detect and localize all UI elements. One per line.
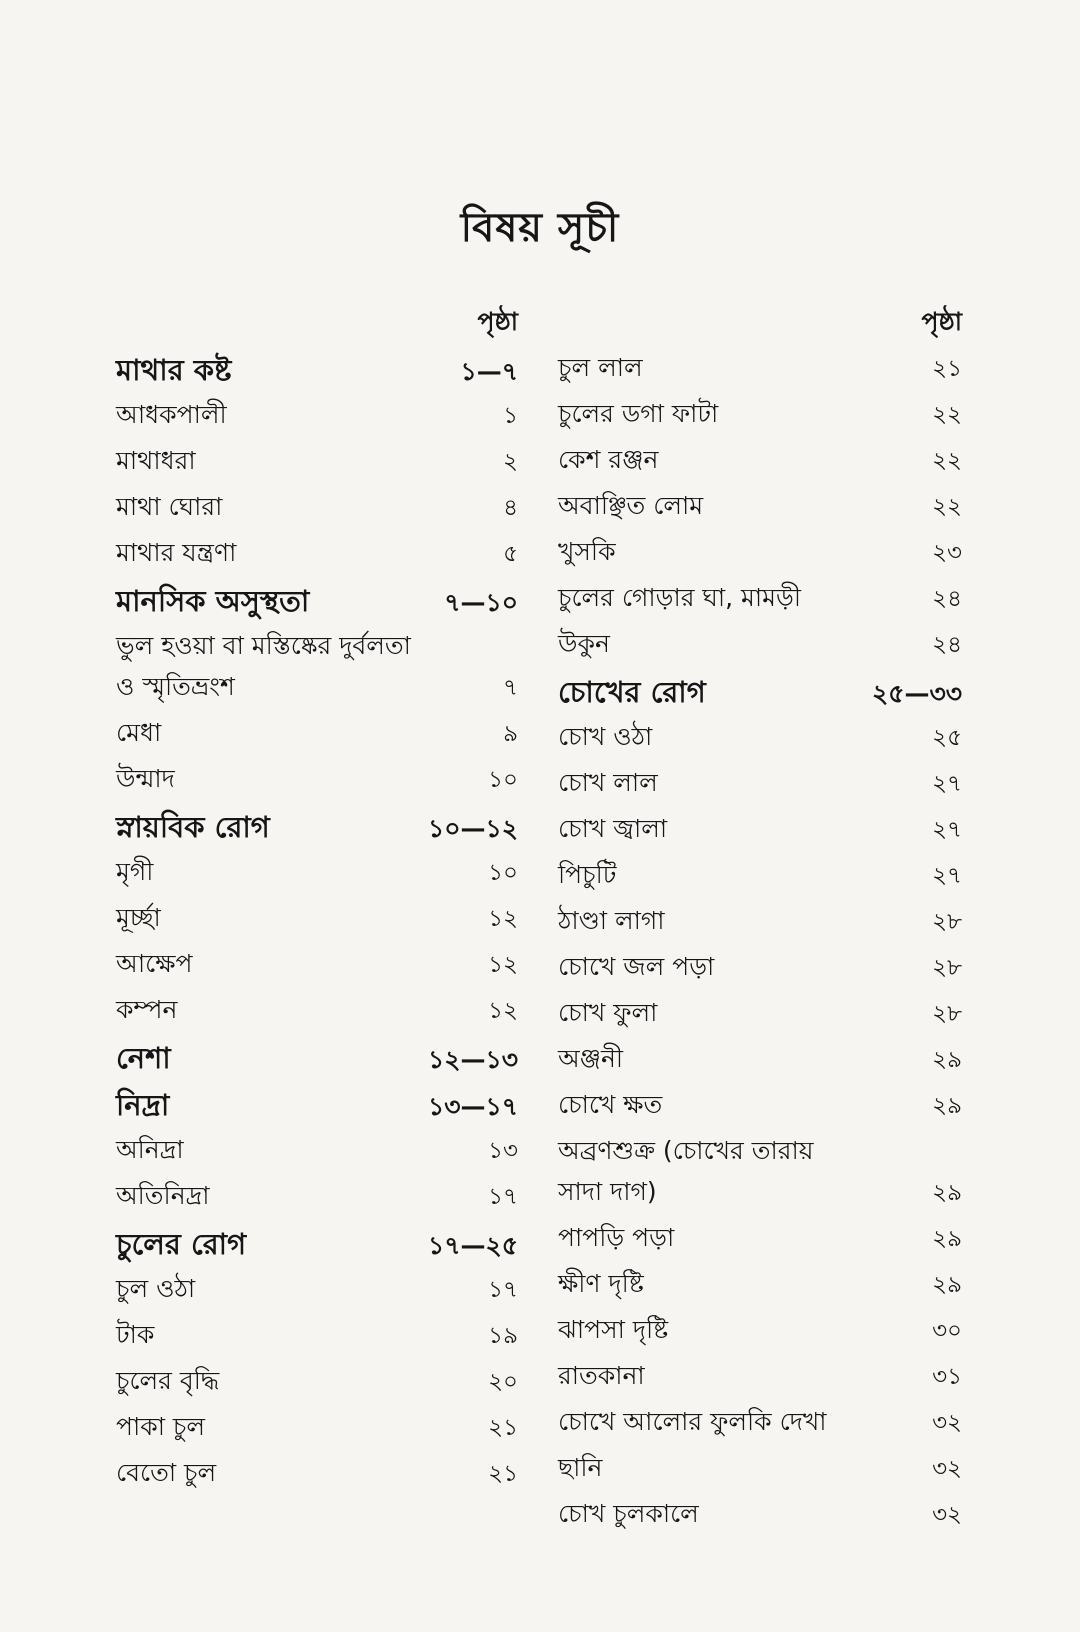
index-entry bbox=[116, 626, 518, 667]
index-entry bbox=[558, 440, 962, 486]
section-title: নেশা bbox=[116, 1041, 171, 1075]
index-entry bbox=[116, 944, 518, 990]
index-entry bbox=[558, 1402, 962, 1448]
index-entry bbox=[558, 394, 962, 440]
entry-label: অতিনিদ্রা bbox=[116, 1181, 210, 1210]
entry-page-number: ১৯ bbox=[488, 1323, 518, 1349]
index-entry bbox=[558, 1356, 962, 1402]
index-entry bbox=[116, 487, 518, 533]
entry-label: ভুল হওয়া বা মস্তিষ্কের দুর্বলতা bbox=[116, 631, 411, 660]
entry-page-number: ২২ bbox=[932, 448, 962, 474]
index-entry bbox=[116, 1407, 518, 1453]
index-entry bbox=[558, 1218, 962, 1264]
page-title: বিষয় সূচী bbox=[460, 205, 620, 251]
entry-label: বেতো চুল bbox=[116, 1458, 217, 1487]
index-entry bbox=[558, 348, 962, 394]
index-entry bbox=[116, 990, 518, 1036]
index-entry bbox=[558, 486, 962, 532]
entry-page-number: ১০ bbox=[488, 767, 518, 793]
entry-label: চোখ চুলকালে bbox=[558, 1499, 699, 1528]
entry-label: কেশ রঞ্জন bbox=[558, 445, 659, 474]
entry-label: টাক bbox=[116, 1320, 155, 1349]
index-entry bbox=[558, 1310, 962, 1356]
entry-page-number: ২৮ bbox=[932, 909, 962, 935]
entry-page-number: ১ bbox=[503, 403, 518, 429]
section-page-range: ১০—১২ bbox=[428, 814, 518, 843]
entry-page-number: ৩০ bbox=[932, 1318, 962, 1344]
entry-label: অবাঞ্ছিত লোম bbox=[558, 491, 704, 520]
entry-page-number: ১৭ bbox=[488, 1184, 518, 1210]
index-entry bbox=[116, 759, 518, 805]
entry-page-number: ২৯ bbox=[932, 1093, 962, 1119]
index-entry bbox=[558, 763, 962, 809]
section-page-range: ১২—১৩ bbox=[428, 1045, 518, 1074]
index-section bbox=[116, 579, 518, 626]
index-entry bbox=[558, 1039, 962, 1085]
index-entry bbox=[116, 1176, 518, 1222]
entry-label: চোখে ক্ষত bbox=[558, 1090, 663, 1119]
entry-page-number: ২১ bbox=[488, 1415, 518, 1441]
entry-page-number: ২১ bbox=[932, 356, 962, 382]
index-entry bbox=[116, 1130, 518, 1176]
entry-page-number: ১৭ bbox=[488, 1277, 518, 1303]
entry-page-number: ১০ bbox=[488, 860, 518, 886]
index-entry bbox=[558, 1448, 962, 1494]
entry-label: মাথাধরা bbox=[116, 446, 196, 475]
entry-page-number: ২২ bbox=[932, 494, 962, 520]
index-entry bbox=[558, 993, 962, 1039]
entry-label: ঝাপসা দৃষ্টি bbox=[558, 1315, 669, 1344]
entry-page-number: ১৩ bbox=[488, 1138, 518, 1164]
index-entry bbox=[558, 1494, 962, 1540]
index-entry bbox=[116, 533, 518, 579]
entry-label: চোখ ওঠা bbox=[558, 722, 653, 751]
section-page-range: ১৭—২৫ bbox=[428, 1231, 518, 1260]
entry-label: অনিদ্রা bbox=[116, 1135, 184, 1164]
section-title: মানসিক অসুস্থতা bbox=[116, 584, 310, 618]
entry-label: অব্রণশুক্র (চোখের তারায় bbox=[558, 1136, 814, 1165]
index-entry bbox=[116, 713, 518, 759]
entry-label: চুলের গোড়ার ঘা, মামড়ী bbox=[558, 583, 802, 612]
entry-label: চুল লাল bbox=[558, 353, 643, 382]
section-title: মাথার কষ্ট bbox=[116, 353, 232, 387]
index-entry bbox=[116, 1453, 518, 1499]
index-section bbox=[116, 805, 518, 852]
entry-label: চুলের বৃদ্ধি bbox=[116, 1366, 220, 1395]
entry-label: মৃগী bbox=[116, 857, 154, 886]
entry-page-number: ২৭ bbox=[932, 817, 962, 843]
entry-page-number: ৩২ bbox=[932, 1456, 962, 1482]
entry-label: ঠাণ্ডা লাগা bbox=[558, 906, 665, 935]
index-entry bbox=[116, 1269, 518, 1315]
entry-label: উন্মাদ bbox=[116, 764, 175, 793]
index-entry bbox=[116, 667, 518, 713]
entry-page-number: ২০ bbox=[488, 1369, 518, 1395]
entry-page-number: ১২ bbox=[488, 952, 518, 978]
entry-label: রাতকানা bbox=[558, 1361, 645, 1390]
index-entry bbox=[116, 898, 518, 944]
section-title: চুলের রোগ bbox=[116, 1227, 247, 1261]
index-entry bbox=[558, 855, 962, 901]
index-entry bbox=[116, 852, 518, 898]
index-entry bbox=[116, 1361, 518, 1407]
index-entry bbox=[558, 532, 962, 578]
entry-page-number: ২২ bbox=[932, 402, 962, 428]
entry-label: সাদা দাগ) bbox=[558, 1177, 657, 1206]
entry-page-number: ২৪ bbox=[932, 632, 962, 658]
entry-page-number: ২৭ bbox=[932, 863, 962, 889]
index-section bbox=[116, 1036, 518, 1083]
entry-label: মেধা bbox=[116, 718, 162, 747]
entry-label: চোখে জল পড়া bbox=[558, 952, 715, 981]
index-section bbox=[116, 348, 518, 395]
entry-page-number: ২ bbox=[503, 449, 518, 475]
entry-label: চোখ ফুলা bbox=[558, 998, 658, 1027]
entry-label: উকুন bbox=[558, 629, 610, 658]
entry-page-number: ২৯ bbox=[932, 1180, 962, 1206]
entry-label: মূর্চ্ছা bbox=[116, 903, 161, 932]
section-title: চোখের রোগ bbox=[558, 675, 706, 709]
section-title: নিদ্রা bbox=[116, 1088, 170, 1122]
entry-page-number: ৫ bbox=[503, 541, 518, 567]
index-section bbox=[116, 1083, 518, 1130]
entry-label: পাপড়ি পড়া bbox=[558, 1223, 675, 1252]
index-entry bbox=[558, 717, 962, 763]
index-entry bbox=[116, 1315, 518, 1361]
entry-page-number: ২৮ bbox=[932, 955, 962, 981]
section-page-range: ১—৭ bbox=[460, 357, 518, 386]
entry-label: চোখে আলোর ফুলকি দেখা bbox=[558, 1407, 827, 1436]
entry-label: চুল ওঠা bbox=[116, 1274, 196, 1303]
index-entry bbox=[558, 624, 962, 670]
entry-page-number: ৪ bbox=[503, 495, 518, 521]
entry-label: চোখ লাল bbox=[558, 768, 658, 797]
entry-label: ছানি bbox=[558, 1453, 603, 1482]
index-entry bbox=[558, 809, 962, 855]
page-number-header: পৃষ্ঠা bbox=[477, 307, 518, 336]
entry-page-number: ২৮ bbox=[932, 1001, 962, 1027]
index-entry bbox=[558, 1264, 962, 1310]
index-entry bbox=[558, 1131, 962, 1172]
index-entry bbox=[116, 441, 518, 487]
entry-label: চুলের ডগা ফাটা bbox=[558, 399, 719, 428]
index-column-right bbox=[558, 302, 962, 1540]
entry-page-number: ২৭ bbox=[932, 771, 962, 797]
entry-label: পাকা চুল bbox=[116, 1412, 206, 1441]
entry-page-number: ২৯ bbox=[932, 1272, 962, 1298]
section-page-range: ২৫—৩৩ bbox=[872, 679, 962, 708]
index-entry bbox=[558, 947, 962, 993]
index-entry bbox=[558, 901, 962, 947]
entry-page-number: ২৩ bbox=[932, 540, 962, 566]
index-column-left bbox=[116, 302, 518, 1499]
entry-label: ক্ষীণ দৃষ্টি bbox=[558, 1269, 644, 1298]
section-title: স্নায়বিক রোগ bbox=[116, 810, 270, 844]
entry-label: কম্পন bbox=[116, 995, 178, 1024]
entry-page-number: ৩১ bbox=[932, 1364, 962, 1390]
entry-page-number: ১২ bbox=[488, 906, 518, 932]
entry-page-number: ২৯ bbox=[932, 1047, 962, 1073]
entry-page-number: ২৪ bbox=[932, 586, 962, 612]
section-page-range: ১৩—১৭ bbox=[428, 1092, 518, 1121]
entry-page-number: ২১ bbox=[488, 1461, 518, 1487]
entry-page-number: ৯ bbox=[503, 721, 518, 747]
entry-label: আক্ষেপ bbox=[116, 949, 193, 978]
entry-page-number: ২৯ bbox=[932, 1226, 962, 1252]
entry-page-number: ১২ bbox=[488, 998, 518, 1024]
page-number-header: পৃষ্ঠা bbox=[921, 307, 962, 336]
index-entry bbox=[558, 1085, 962, 1131]
entry-label: ও স্মৃতিভ্রংশ bbox=[116, 672, 235, 701]
entry-page-number: ৭ bbox=[503, 675, 518, 701]
entry-page-number: ৩২ bbox=[932, 1410, 962, 1436]
index-section bbox=[558, 670, 962, 717]
index-entry bbox=[116, 395, 518, 441]
entry-page-number: ২৫ bbox=[932, 725, 962, 751]
section-page-range: ৭—১০ bbox=[444, 588, 518, 617]
entry-label: আধকপালী bbox=[116, 400, 227, 429]
index-section bbox=[116, 1222, 518, 1269]
entry-label: চোখ জ্বালা bbox=[558, 814, 668, 843]
entry-label: পিচুটি bbox=[558, 860, 617, 889]
entry-label: অঞ্জনী bbox=[558, 1044, 624, 1073]
entry-page-number: ৩২ bbox=[932, 1502, 962, 1528]
entry-label: খুসকি bbox=[558, 537, 616, 566]
index-entry bbox=[558, 1172, 962, 1218]
entry-label: মাথা ঘোরা bbox=[116, 492, 223, 521]
index-entry bbox=[558, 578, 962, 624]
entry-label: মাথার যন্ত্রণা bbox=[116, 538, 237, 567]
